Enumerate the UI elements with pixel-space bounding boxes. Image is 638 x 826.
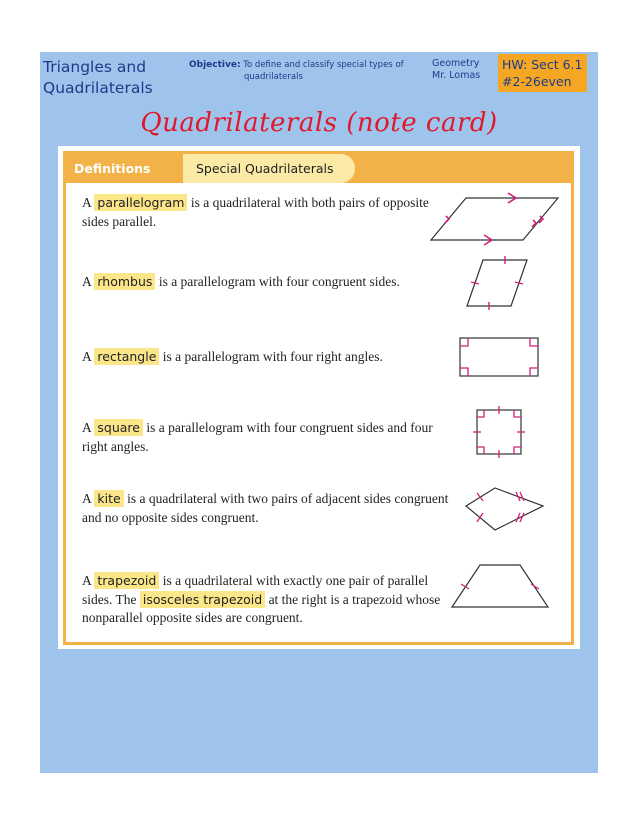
definition-square: A square is a parallelogram with four congruent sides and four right angles. bbox=[82, 420, 433, 454]
teacher-name: Mr. Lomas bbox=[432, 70, 481, 81]
homework-line-1: HW: Sect 6.1 bbox=[502, 57, 583, 72]
definition-rhombus: A rhombus is a parallelogram with four congruent sides. bbox=[82, 274, 400, 289]
tab-definitions: Definitions bbox=[66, 154, 183, 183]
topic-line-2: Quadrilaterals bbox=[43, 79, 153, 97]
homework-box bbox=[498, 54, 587, 92]
definition-parallelogram: A parallelogram is a quadrilateral with both pairs of opposite sides parallel. bbox=[82, 195, 429, 229]
note-card bbox=[58, 146, 580, 649]
term-rectangle: rectangle bbox=[94, 348, 159, 365]
term-trapezoid: trapezoid bbox=[94, 572, 159, 589]
objective-text-2: quadrilaterals bbox=[244, 72, 303, 82]
objective bbox=[189, 59, 419, 83]
course-info bbox=[432, 58, 480, 82]
trapezoid-figure bbox=[446, 559, 551, 614]
term-parallelogram: parallelogram bbox=[94, 194, 187, 211]
course-name: Geometry bbox=[432, 58, 480, 69]
definition-rectangle: A rectangle is a parallelogram with four right angles. bbox=[82, 349, 383, 364]
definition-trapezoid: A trapezoid is a quadrilateral with exactly one pair of parallel sides. The isosceles trapezoid at the right is a trapezoid whose nonparallel opposite sides are congruent. bbox=[82, 573, 441, 625]
objective-label: Objective: bbox=[189, 60, 241, 70]
slide bbox=[40, 52, 598, 773]
parallelogram-figure bbox=[426, 192, 566, 248]
term-isosceles-trapezoid: isosceles trapezoid bbox=[140, 591, 265, 608]
objective-text-1: To define and classify special types of bbox=[243, 60, 404, 70]
topic-line-1: Triangles and bbox=[43, 58, 147, 76]
page-title: Quadrilaterals (note card) bbox=[140, 108, 498, 138]
tab-bar bbox=[66, 154, 571, 183]
kite-figure bbox=[461, 484, 551, 534]
card-frame bbox=[63, 151, 574, 645]
term-square: square bbox=[94, 419, 143, 436]
rectangle-figure bbox=[456, 334, 546, 380]
definition-kite: A kite is a quadrilateral with two pairs of adjacent sides congruent and no opposite sides congruent. bbox=[82, 491, 449, 525]
square-figure bbox=[469, 402, 529, 462]
tab-special-quadrilaterals: Special Quadrilaterals bbox=[183, 154, 355, 183]
rhombus-figure bbox=[461, 254, 541, 312]
term-rhombus: rhombus bbox=[94, 273, 155, 290]
topic-title bbox=[43, 57, 153, 99]
term-kite: kite bbox=[94, 490, 123, 507]
homework-line-2: #2-26even bbox=[502, 74, 572, 89]
